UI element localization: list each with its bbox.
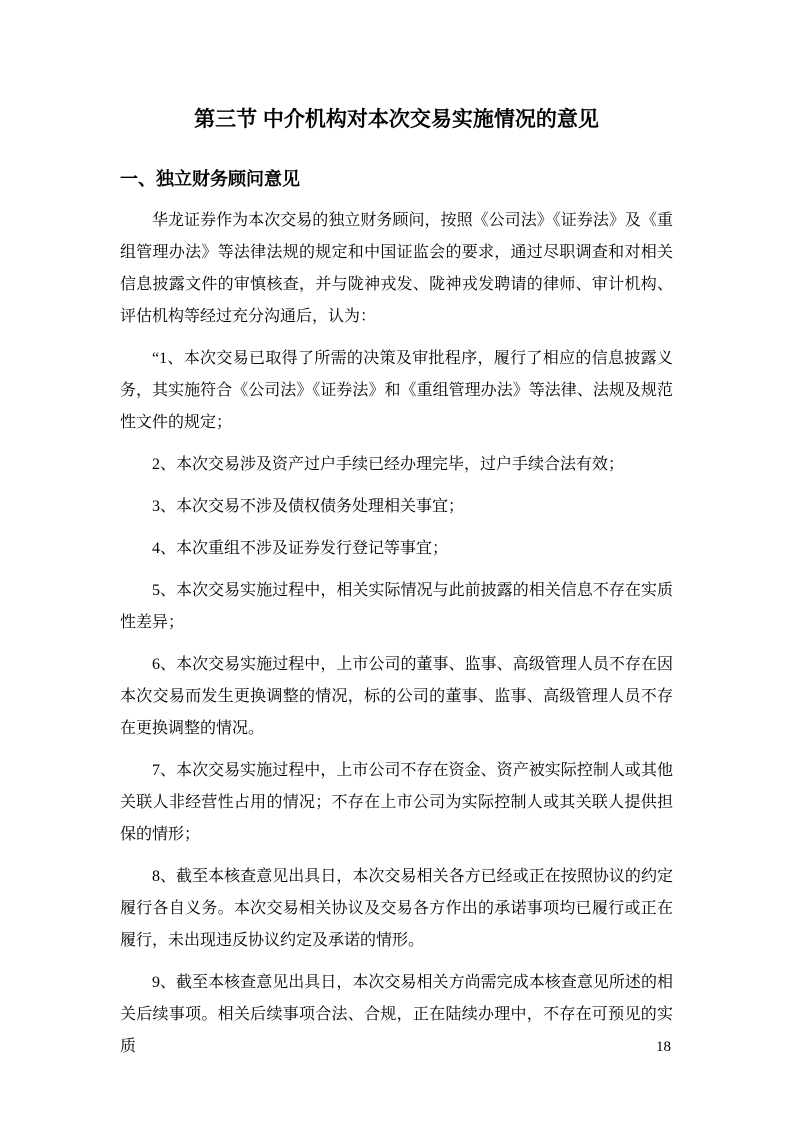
page-number: 18 xyxy=(656,1039,671,1055)
paragraph-intro: 华龙证券作为本次交易的独立财务顾问，按照《公司法》《证券法》及《重组管理办法》等法律法规的规定和中国证监会的要求，通过尽职调查和对相关信息披露文件的审慎核查，并与陇神戎发、陇神戎发聘请的律师、审计机构、评估机构等经过充分沟通后，认为： xyxy=(120,212,673,325)
paragraph-item-4: 4、本次重组不涉及证券发行登记等事宜； xyxy=(152,540,449,557)
paragraph-item-8: 8、截至本核查意见出具日，本次交易相关各方已经或正在按照协议的约定履行各自义务。本次交易相关协议及交易各方作出的承诺事项均已履行或正在履行，未出现违反协议约定及承诺的情形。 xyxy=(120,868,673,949)
document-body xyxy=(120,205,673,1063)
section-heading: 一、独立财务顾问意见 xyxy=(120,169,300,189)
paragraph-item-9: 9、截至本核查意见出具日，本次交易相关方尚需完成本核查意见所述的相关后续事项。相关后续事项合法、合规，正在陆续办理中，不存在可预见的实质 xyxy=(120,974,673,1055)
paragraph-item-2: 2、本次交易涉及资产过户手续已经办理完毕，过户手续合法有效； xyxy=(152,456,625,473)
paragraph-item-7: 7、本次交易实施过程中，上市公司不存在资金、资产被实际控制人或其他关联人非经营性占用的情况；不存在上市公司为实际控制人或其关联人提供担保的情形； xyxy=(120,762,673,843)
paragraph-item-5: 5、本次交易实施过程中，相关实际情况与此前披露的相关信息不存在实质性差异； xyxy=(120,582,673,631)
page-title: 第三节 中介机构对本次交易实施情况的意见 xyxy=(194,108,599,131)
paragraph-item-6: 6、本次交易实施过程中，上市公司的董事、监事、高级管理人员不存在因本次交易而发生更换调整的情况，标的公司的董事、监事、高级管理人员不存在更换调整的情况。 xyxy=(120,656,673,737)
paragraph-item-3: 3、本次交易不涉及债权债务处理相关事宜； xyxy=(152,498,465,515)
paragraph-item-1: “1、本次交易已取得了所需的决策及审批程序，履行了相应的信息披露义务，其实施符合《公司法》《证券法》和《重组管理办法》等法律、法规及规范性文件的规定； xyxy=(120,350,673,431)
